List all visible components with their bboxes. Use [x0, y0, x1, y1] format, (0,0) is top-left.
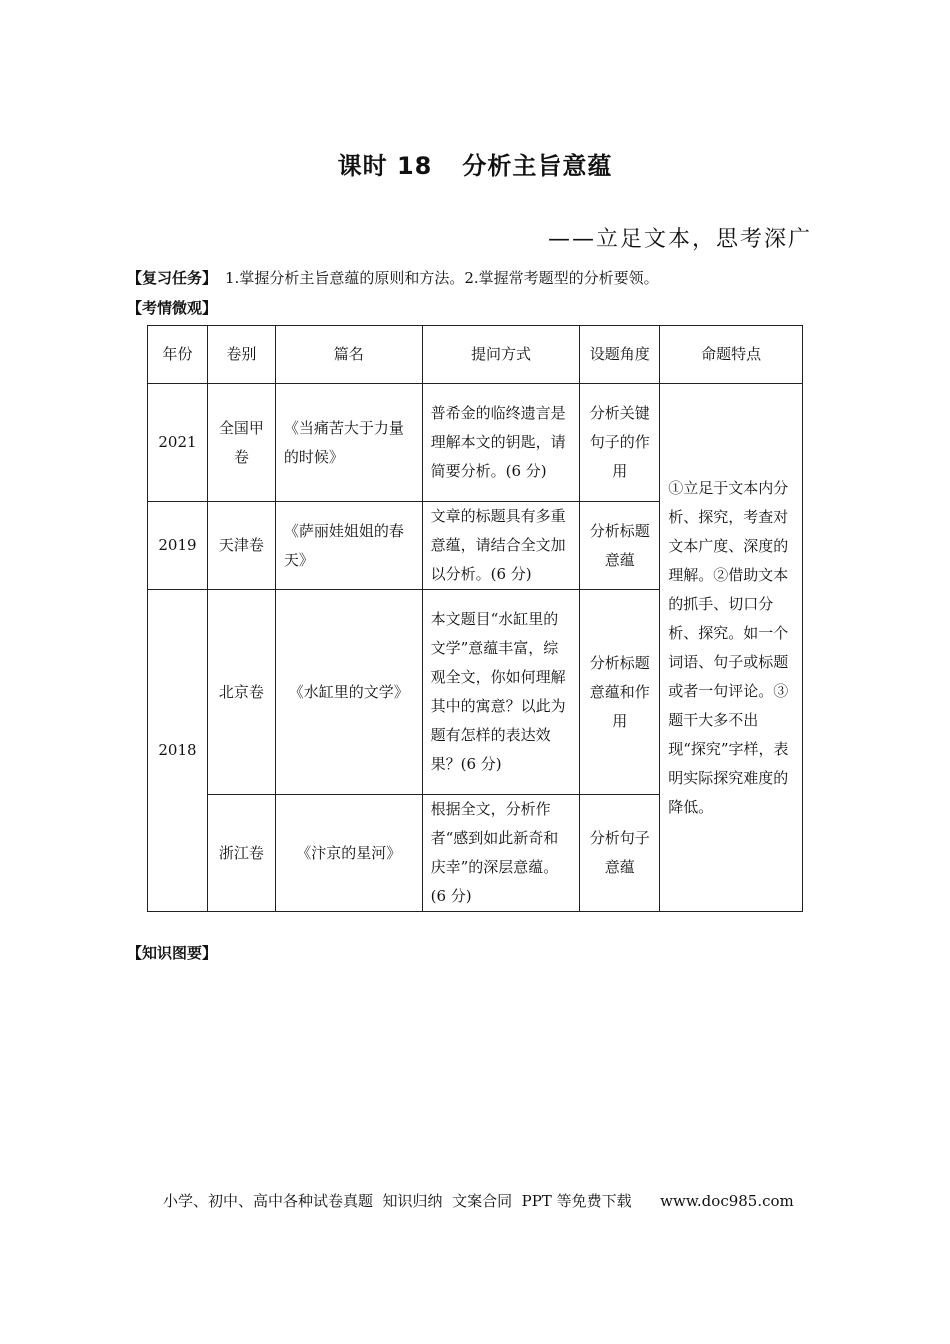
cell-paper: 浙江卷 [207, 795, 275, 912]
cell-angle: 分析句子意蕴 [580, 795, 660, 912]
cell-year: 2019 [148, 502, 208, 590]
cell-title: 《汴京的星河》 [275, 795, 422, 912]
review-task-label: 【复习任务】 [127, 269, 218, 287]
cell-question: 普希金的临终遗言是理解本文的钥匙，请简要分析。(6 分) [422, 384, 580, 502]
cell-title: 《水缸里的文学》 [275, 590, 422, 795]
lesson-number: 课时 18 [337, 152, 433, 180]
cell-angle: 分析关键句子的作用 [580, 384, 660, 502]
page-title [0, 146, 950, 181]
exam-overview-label: 【考情微观】 [127, 299, 218, 317]
header-year: 年份 [148, 326, 208, 384]
header-paper: 卷别 [207, 326, 275, 384]
exam-overview-table [147, 325, 803, 912]
table-header-row [148, 326, 803, 384]
header-angle: 设题角度 [580, 326, 660, 384]
cell-question: 文章的标题具有多重意蕴，请结合全文加以分析。(6 分) [422, 502, 580, 590]
cell-paper: 全国甲卷 [207, 384, 275, 502]
review-task-text: 1.掌握分析主旨意蕴的原则和方法。2.掌握常考题型的分析要领。 [225, 269, 659, 287]
page-subtitle: ——立足文本，思考深广 [547, 227, 812, 252]
cell-title: 《萨丽娃姐姐的春天》 [275, 502, 422, 590]
cell-title: 《当痛苦大于力量的时候》 [275, 384, 422, 502]
lesson-topic: 分析主旨意蕴 [462, 152, 613, 180]
cell-question: 根据全文，分析作者“感到如此新奇和庆幸”的深层意蕴。(6 分) [422, 795, 580, 912]
table-row [148, 384, 803, 502]
header-question: 提问方式 [422, 326, 580, 384]
header-title: 篇名 [275, 326, 422, 384]
cell-paper: 天津卷 [207, 502, 275, 590]
cell-angle: 分析标题意蕴和作用 [580, 590, 660, 795]
page-footer: 小学、初中、高中各种试卷真题 知识归纳 文案合同 PPT 等免费下载 www.doc985.com [163, 1192, 794, 1210]
cell-year: 2021 [148, 384, 208, 502]
header-features: 命题特点 [660, 326, 803, 384]
cell-paper: 北京卷 [207, 590, 275, 795]
cell-question: 本文题目“水缸里的文学”意蕴丰富，综观全文，你如何理解其中的寓意？以此为题有怎样的表达效果？(6 分) [422, 590, 580, 795]
cell-angle: 分析标题意蕴 [580, 502, 660, 590]
cell-year: 2018 [148, 590, 208, 912]
cell-features: ①立足于文本内分析、探究，考查对文本广度、深度的理解。②借助文本的抓手、切口分析、探究。如一个词语、句子或标题或者一句评论。③题干大多不出现“探究”字样，表明实际探究难度的降低。 [660, 384, 803, 912]
review-task [127, 267, 659, 288]
knowledge-map-label: 【知识图要】 [127, 944, 218, 962]
